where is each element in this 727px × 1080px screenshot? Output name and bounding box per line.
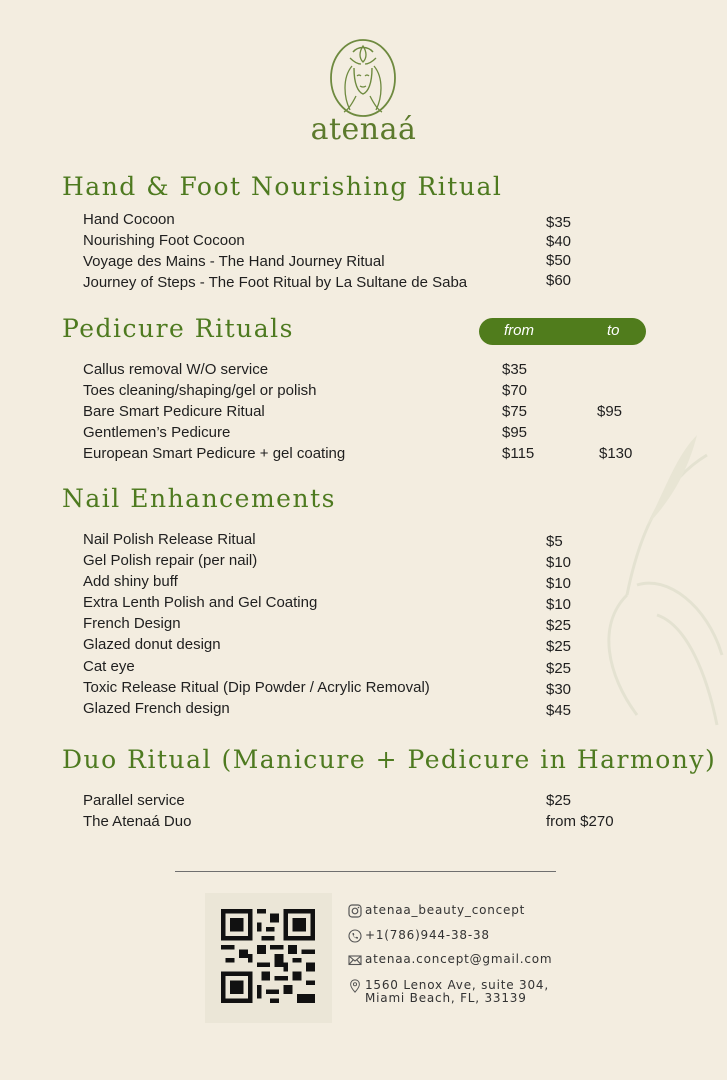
section-title-pedicure: Pedicure Rituals [62,314,294,343]
address-line-1: 1560 Lenox Ave, suite 304, [365,978,549,992]
service-price: $45 [546,702,572,719]
from-label: from [504,322,534,339]
service-name: Toxic Release Ritual (Dip Powder / Acrylic Removal) [83,679,430,696]
service-name: Hand Cocoon [83,211,175,228]
price-range-header [479,318,646,345]
price-from: $75 [502,403,528,420]
service-price: $25 [546,792,572,809]
phone-number: +1(786)944-38-38 [365,928,490,942]
price-from: $115 [502,445,535,462]
email-icon [348,953,362,967]
service-name: Journey of Steps - The Foot Ritual by La Sultane de Saba [83,274,468,291]
price-from: $95 [502,424,528,441]
service-name: The Atenaá Duo [83,813,192,830]
address-line-2: Miami Beach, FL, 33139 [365,991,527,1005]
section-title-nails: Nail Enhancements [62,484,336,513]
section-title-duo: Duo Ritual (Manicure + Pedicure in Harmony) [62,745,717,774]
service-name: Bare Smart Pedicure Ritual [83,403,265,420]
location-pin-icon [348,979,362,993]
service-price: $10 [546,575,572,592]
phone-icon [348,929,362,943]
service-name: Callus removal W/O service [83,361,269,378]
brand-name: atenaá [310,112,417,147]
service-price: $60 [546,272,572,289]
service-price: $5 [546,533,563,550]
service-price: $10 [546,554,572,571]
service-name: Glazed donut design [83,636,221,653]
service-name: Cat eye [83,658,135,675]
instagram-icon [348,904,362,918]
price-to: $130 [599,445,633,462]
goddess-logo [328,38,398,122]
qr-code-card [205,893,332,1023]
instagram-handle: atenaa_beauty_concept [365,903,526,917]
leaf-decoration-icon [597,415,727,735]
service-price: $30 [546,681,572,698]
service-price: from $270 [546,813,614,830]
service-name: Glazed French design [83,700,230,717]
email-address: atenaa.concept@gmail.com [365,952,553,966]
service-name: Nourishing Foot Cocoon [83,232,245,249]
service-price: $40 [546,233,572,250]
service-price: $25 [546,617,572,634]
price-from: $35 [502,361,528,378]
service-price: $10 [546,596,572,613]
service-name: Nail Polish Release Ritual [83,531,256,548]
footer-divider [175,871,556,872]
qr-code[interactable] [221,909,315,1003]
to-label: to [607,322,620,339]
service-name: Toes cleaning/shaping/gel or polish [83,382,317,399]
section-title-hand-foot: Hand & Foot Nourishing Ritual [62,172,503,201]
service-name: Extra Lenth Polish and Gel Coating [83,594,318,611]
service-name: Add shiny buff [83,573,178,590]
service-price: $25 [546,660,572,677]
service-price: $35 [546,214,572,231]
service-name: Gentlemen’s Pedicure [83,424,231,441]
service-name: European Smart Pedicure + gel coating [83,445,346,462]
service-name: Parallel service [83,792,185,809]
service-name: Voyage des Mains - The Hand Journey Ritual [83,253,385,270]
price-to: $95 [597,403,623,420]
price-from: $70 [502,382,528,399]
service-price: $50 [546,252,572,269]
service-price: $25 [546,638,572,655]
service-name: French Design [83,615,181,632]
service-name: Gel Polish repair (per nail) [83,552,258,569]
